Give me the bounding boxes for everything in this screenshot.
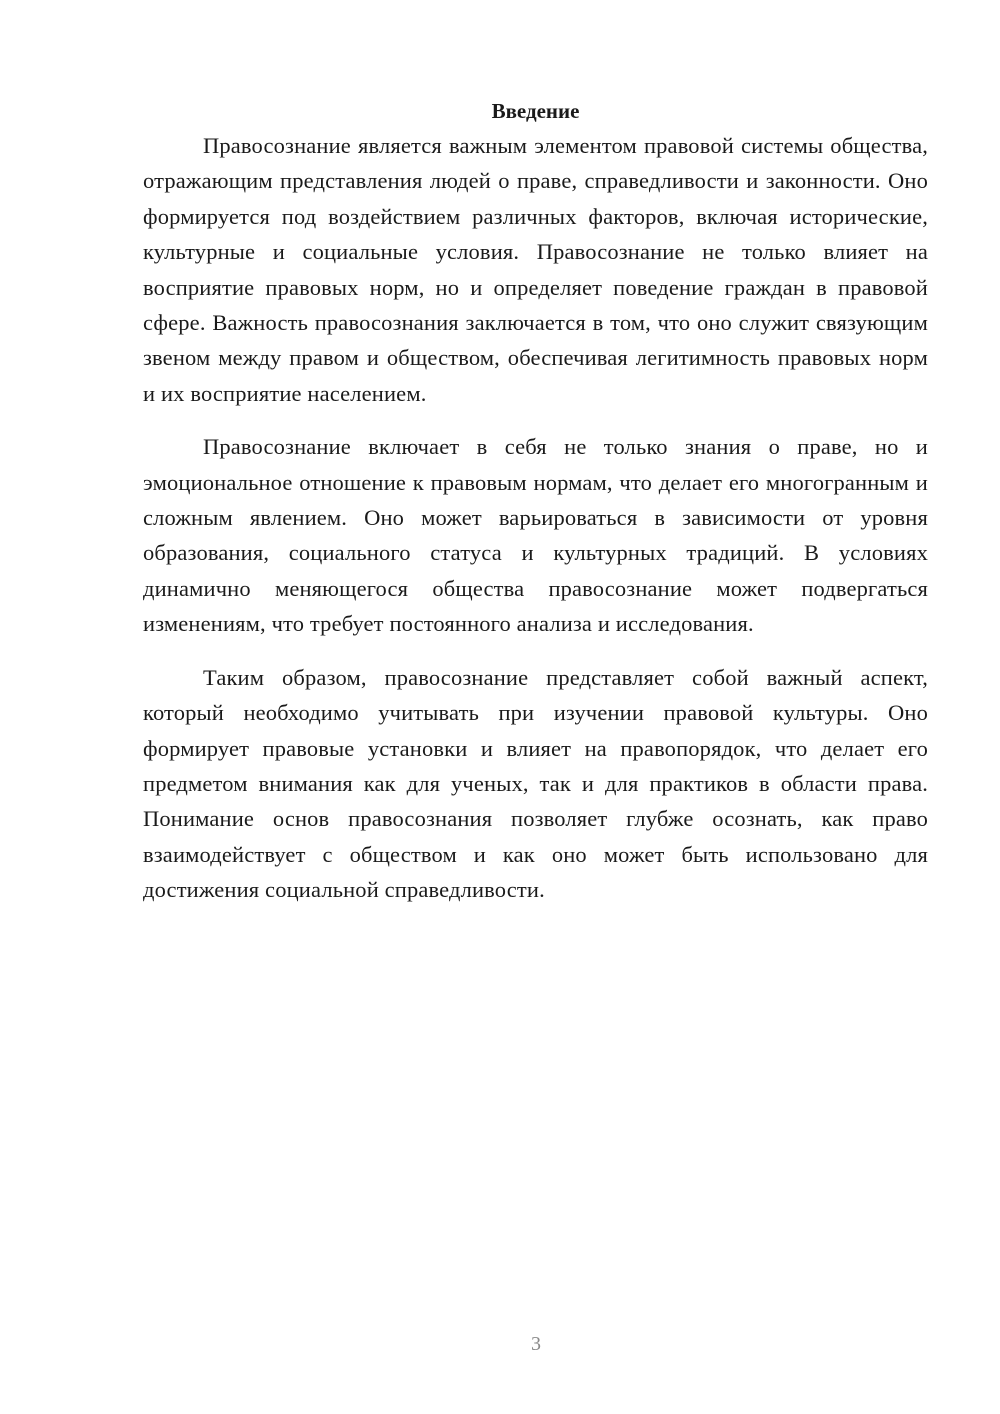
paragraph-2: Правосознание включает в себя не только знания о праве, но и эмоциональное отношение к правовым нормам, что делает его многогранным и сложным явлением. Оно может варьироваться в зависимости от уровня образования, социального статуса и культурных традиций. В условиях динамично меняющегося общества правосознание может подвергаться изменениям, что требует постоянного анализа и исследования. xyxy=(143,434,928,637)
paragraph-1: Правосознание является важным элементом правовой системы общества, отражающим представления людей о праве, справедливости и законности. Оно формируется под воздействием различных факторов, включая исторические, культурные и социальные условия. Правосознание не только влияет на восприятие правовых норм, но и определяет поведение граждан в правовой сфере. Важность правосознания заключается в том, что оно служит связующим звеном между правом и обществом, обеспечивая легитимность правовых норм и их восприятие населением. xyxy=(143,133,928,406)
page-content xyxy=(143,96,928,926)
page-number: 3 xyxy=(531,1333,541,1355)
paragraph-3: Таким образом, правосознание представляет собой важный аспект, который необходимо учитывать при изучении правовой культуры. Оно формирует правовые установки и влияет на правопорядок, что делает его предметом внимания как для ученых, так и для практиков в области права. Понимание основ правосознания позволяет глубже осознать, как право взаимодействует с обществом и как оно может быть использовано для достижения социальной справедливости. xyxy=(143,664,928,903)
section-heading: Введение xyxy=(491,99,580,123)
